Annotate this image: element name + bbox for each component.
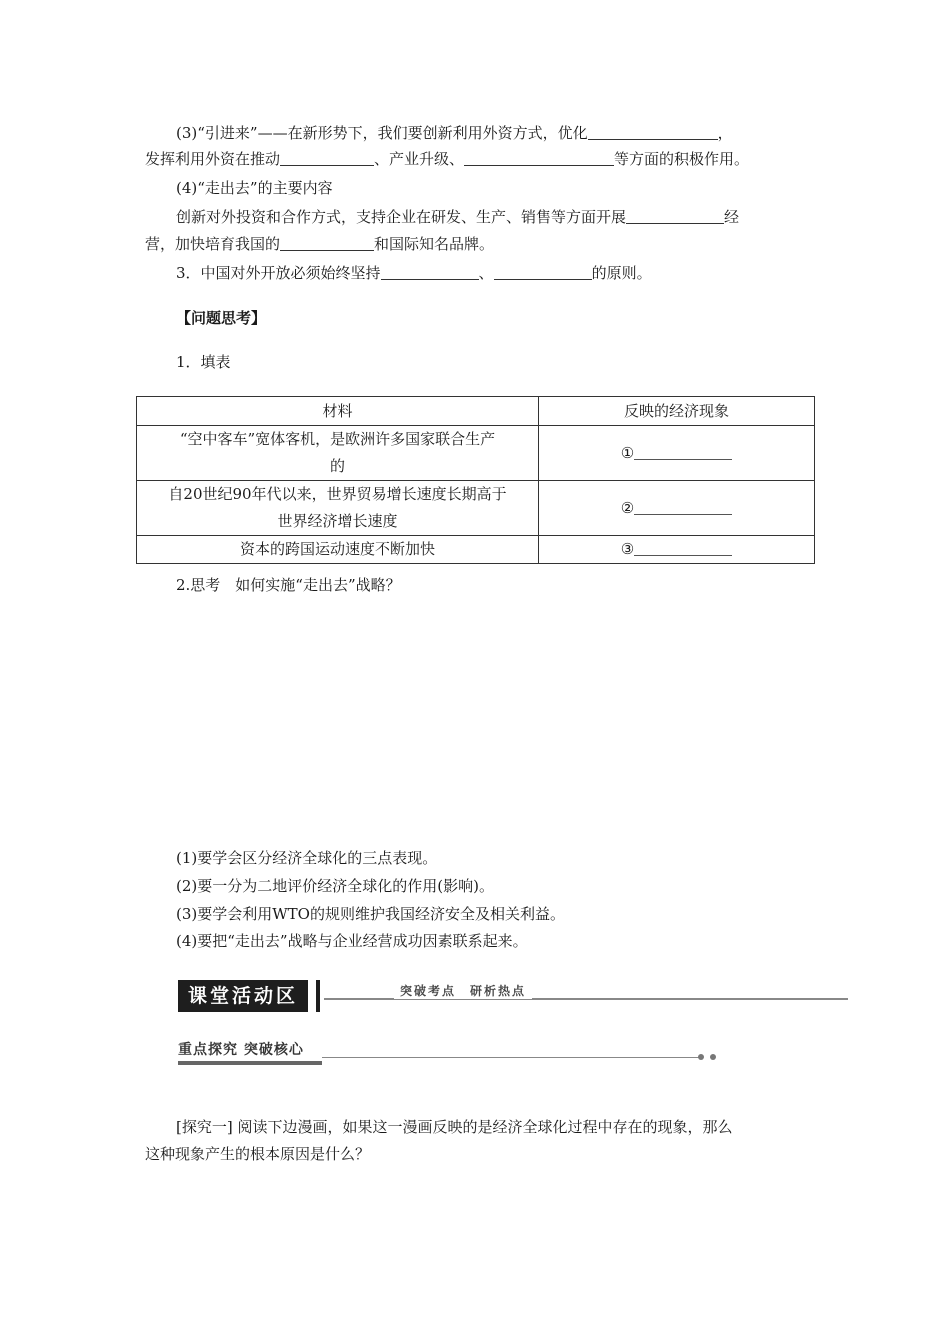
tip-2: (2)要一分为二地评价经济全球化的作用(影响)。 <box>176 877 494 895</box>
text-line-4-body-cont: 营，加快培育我国的 和国际知名品牌。 <box>145 235 495 253</box>
table-cell-material: 资本的跨国运动速度不断加快 <box>137 536 539 564</box>
blank-field[interactable] <box>280 234 374 251</box>
table-row <box>137 426 815 481</box>
question-1: 1．填表 <box>176 353 231 371</box>
table-row <box>137 536 815 564</box>
blank-field[interactable] <box>626 207 724 224</box>
section-heading: 【问题思考】 <box>176 309 267 327</box>
dot-icon <box>710 1054 716 1060</box>
classroom-activity-banner <box>178 976 848 1016</box>
fill-table <box>136 396 815 564</box>
blank-field[interactable] <box>588 123 718 140</box>
text-line-principle: 3．中国对外开放必须始终坚持 、 的原则。 <box>176 264 652 282</box>
tip-1: (1)要学会区分经济全球化的三点表现。 <box>176 849 438 867</box>
dot-icon <box>698 1054 704 1060</box>
blank-field[interactable] <box>494 263 592 280</box>
section-header <box>178 1039 558 1067</box>
text-line-4: (4)“走出去”的主要内容 <box>176 179 333 197</box>
table-cell-material: “空中客车”宽体客机，是欧洲许多国家联合生产 的 <box>137 426 539 481</box>
blank-field[interactable] <box>280 149 374 166</box>
answer-blank[interactable] <box>634 498 732 515</box>
section-label: 重点探究 突破核心 <box>178 1042 304 1058</box>
banner-title: 课堂活动区 <box>178 980 308 1012</box>
table-cell-answer[interactable]: ③ <box>539 536 815 564</box>
table-cell-material: 自20世纪90年代以来，世界贸易增长速度长期高于 世界经济增长速度 <box>137 481 539 536</box>
banner-bar <box>316 980 320 1012</box>
answer-blank[interactable] <box>634 443 732 460</box>
explore-1-cont: 这种现象产生的根本原因是什么？ <box>145 1145 371 1163</box>
explore-1: [探究一] 阅读下边漫画，如果这一漫画反映的是经济全球化过程中存在的现象，那么 <box>176 1118 733 1136</box>
section-rule <box>322 1057 700 1058</box>
banner-subtitle: 突破考点 研析热点 <box>394 982 532 999</box>
table-cell-answer[interactable]: ① <box>539 426 815 481</box>
text-line-4-body: 创新对外投资和合作方式，支持企业在研发、生产、销售等方面开展 经 <box>176 208 740 226</box>
text-line-3-cont: 发挥利用外资在推动 、产业升级、 等方面的积极作用。 <box>145 150 750 168</box>
question-2: 2.思考 如何实施“走出去”战略？ <box>176 576 401 594</box>
tip-4: (4)要把“走出去”战略与企业经营成功因素联系起来。 <box>176 932 528 950</box>
table-row <box>137 481 815 536</box>
table-header-row <box>137 397 815 426</box>
tip-3: (3)要学会利用WTO的规则维护我国经济安全及相关利益。 <box>176 905 565 923</box>
text-line-3: (3)“引进来”——在新形势下，我们要创新利用外资方式，优化 ， <box>176 124 733 142</box>
blank-field[interactable] <box>381 263 479 280</box>
table-header: 材料 <box>137 397 539 426</box>
table-header: 反映的经济现象 <box>539 397 815 426</box>
answer-blank[interactable] <box>634 539 732 556</box>
blank-field[interactable] <box>464 149 614 166</box>
section-underline <box>178 1061 322 1065</box>
table-cell-answer[interactable]: ② <box>539 481 815 536</box>
